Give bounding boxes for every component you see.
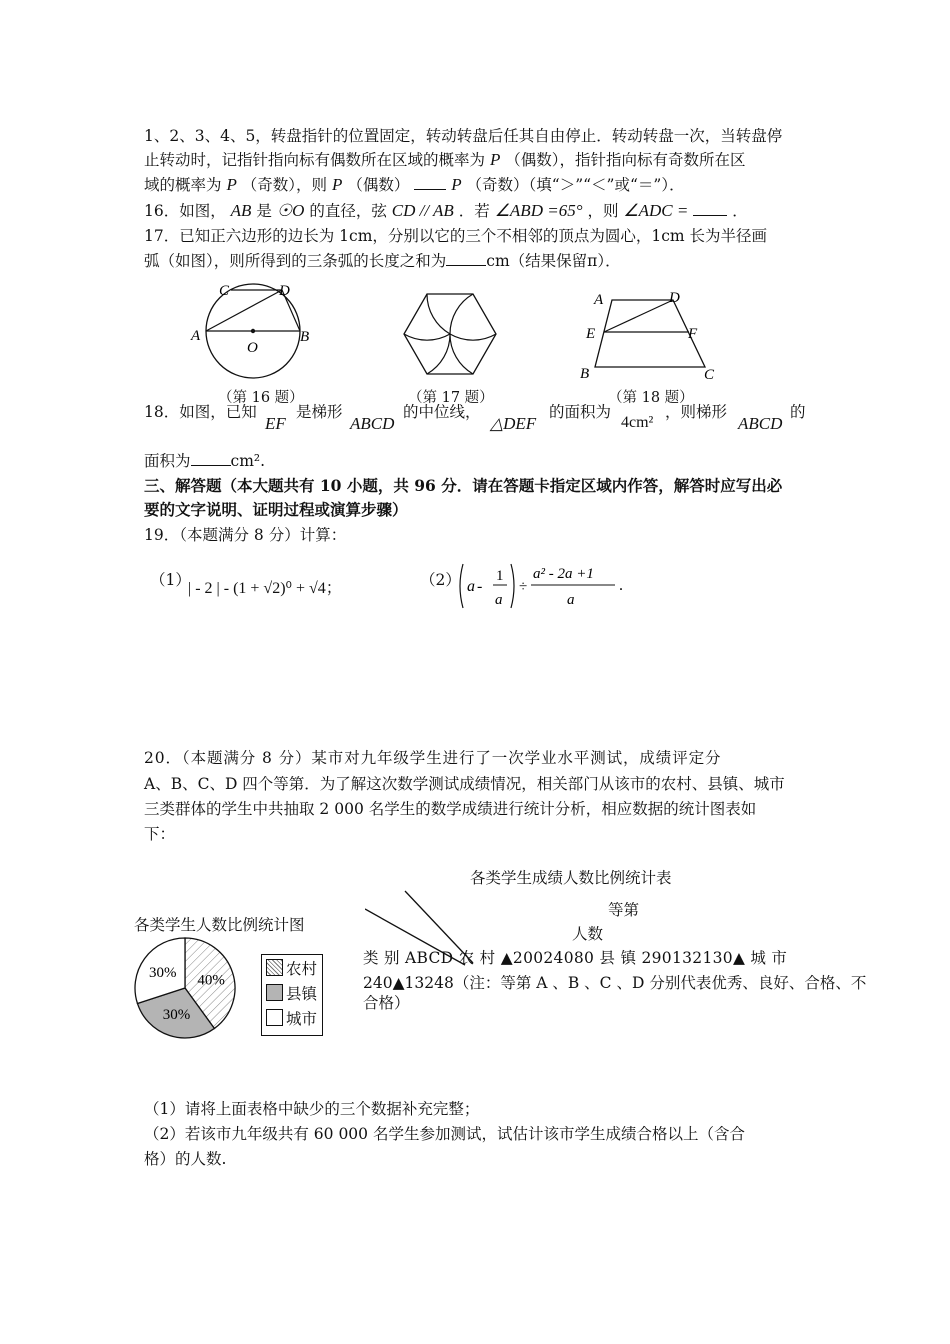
q19-p2-label: （2）: [420, 571, 461, 589]
label-o: O: [247, 340, 258, 356]
answer-blank: [446, 251, 486, 266]
label-d: D: [279, 283, 290, 299]
q15-line1: 1、2、3、4、5，转盘指针的位置固定，转动转盘后任其自由停止．转动转盘一次，当转盘停: [144, 127, 783, 145]
label-a: A: [191, 328, 201, 344]
q19-p1-label: （1）: [150, 571, 191, 589]
legend-label: 农村: [286, 959, 318, 978]
q20-line3: 三类群体的学生中共抽取 2 000 名学生的数学成绩进行统计分析，相应数据的统计图表如: [144, 800, 757, 818]
label-b: B: [300, 329, 310, 345]
section3-line2: 要的文字说明、证明过程或演算步骤）: [144, 500, 408, 519]
svg-text:.: .: [619, 577, 623, 594]
figure-16: [185, 280, 325, 390]
label-e: E: [586, 326, 596, 342]
q18-ef: EF: [265, 414, 286, 433]
label-c: C: [704, 367, 715, 383]
q17-line1: 17．已知正六边形的边长为 1cm，分别以它的三个不相邻的顶点为圆心，1cm 长为半径画: [144, 227, 768, 245]
q18-t3: 的面积为: [549, 403, 612, 421]
legend-swatch: [266, 984, 283, 1001]
table-header-grade: 等第: [608, 901, 640, 919]
q18-area: 4cm²: [621, 414, 654, 431]
p-symbol: P: [489, 150, 501, 169]
legend-label: 县镇: [286, 984, 318, 1003]
fig17-caption: （第 17 题）: [408, 390, 494, 406]
legend-item-城市: [262, 1005, 322, 1030]
q18-def: △DEF: [490, 414, 537, 433]
q18-abcd: ABCD: [350, 414, 395, 433]
q18-t2: 的中位线，: [403, 403, 481, 421]
q19-p1-expr: | - 2 | - (1 + √2)⁰ + √4；: [188, 580, 342, 597]
q18-t4: ，则梯形: [665, 403, 728, 421]
legend-item-县镇: [262, 980, 322, 1005]
svg-text:a: a: [495, 592, 503, 608]
legend-swatch: [266, 959, 283, 976]
table-header-count: 人数: [572, 925, 604, 943]
answer-blank: [191, 451, 231, 466]
table-row-2: 240▲13248（注：等第 A 、B 、C 、D 分别代表优秀、良好、合格、不: [363, 974, 867, 992]
svg-text:÷: ÷: [519, 579, 528, 595]
pie-label-城市: 30%: [149, 964, 177, 981]
fig16-caption: （第 16 题）: [218, 390, 304, 406]
chart-title: 各类学生人数比例统计图: [134, 916, 305, 934]
label-c: C: [219, 283, 230, 299]
pie-label-县镇: 30%: [162, 1007, 191, 1024]
q16-text: 16．如图， AB 是 ☉O 的直径，弦 CD // AB ．若 ∠ABD =65° ，则 ∠ADC = ．: [144, 201, 748, 220]
q18-t1: 是梯形: [296, 403, 343, 421]
pie-chart: [134, 936, 244, 1046]
q17-line2: 弧（如图），则所得到的三条弧的长度之和为 cm（结果保留π）．: [144, 252, 621, 270]
figure-17: [400, 290, 500, 382]
q15-line3: 域的概率为 P （奇数），则 P （偶数） P （奇数）（填“＞”“＜”或“＝”）．: [144, 175, 685, 194]
label-f: F: [688, 326, 698, 342]
legend-item-农村: [262, 955, 322, 980]
label-d: D: [669, 290, 680, 306]
answer-blank: [414, 175, 446, 190]
svg-text:a: a: [467, 578, 475, 595]
svg-text:1: 1: [496, 568, 504, 584]
legend-label: 城市: [286, 1009, 318, 1028]
table-row: 类 别 ABCD 农 村 ▲20024080 县 镇 290132130▲ 城 市: [363, 949, 788, 967]
q18-line2: 面积为 cm².: [144, 452, 266, 470]
svg-text:-: -: [477, 578, 483, 595]
q20-sub2-line2: 格）的人数.: [144, 1150, 227, 1168]
q15-line2: 止转动时，记指针指向标有偶数所在区域的概率为 P （偶数），指针指向标有奇数所在区: [144, 150, 746, 169]
label-b: B: [580, 366, 590, 382]
label-a: A: [594, 292, 604, 308]
q18-prefix: 18．如图，已知: [144, 403, 257, 421]
figure-18: [580, 284, 720, 384]
q20-line2: A、B、C、D 四个等第．为了解这次数学测试成绩情况，相关部门从该市的农村、县镇、城市: [144, 775, 785, 793]
q20-sub1: （1）请将上面表格中缺少的三个数据补充完整；: [144, 1100, 480, 1118]
pie-label-农村: 40%: [197, 972, 225, 989]
svg-text:a² - 2a +1: a² - 2a +1: [533, 566, 594, 582]
answer-blank: [693, 201, 727, 216]
svg-text:a: a: [567, 592, 575, 608]
q18-t5: 的: [790, 403, 806, 421]
table-title: 各类学生成绩人数比例统计表: [470, 869, 672, 887]
chart-legend: [261, 954, 323, 1036]
q19-title: 19．（本题满分 8 分）计算：: [144, 526, 347, 544]
q20-line4: 下：: [144, 825, 176, 843]
fig18-caption: （第 18 题）: [608, 390, 694, 406]
q19-p2-expr: [455, 558, 635, 614]
table-row-3: 合格）: [363, 994, 410, 1012]
q20-sub2-line1: （2）若该市九年级共有 60 000 名学生参加测试，试估计该市学生成绩合格以上（含合: [144, 1125, 745, 1143]
q18-abcd-2: ABCD: [738, 414, 783, 433]
q20-line1: 20．（本题满分 8 分）某市对九年级学生进行了一次学业水平测试，成绩评定分: [144, 749, 722, 767]
legend-swatch: [266, 1009, 283, 1026]
section3-line1: 三、解答题（本大题共有 10 小题，共 96 分．请在答题卡指定区域内作答，解答时应写出必: [144, 476, 783, 495]
